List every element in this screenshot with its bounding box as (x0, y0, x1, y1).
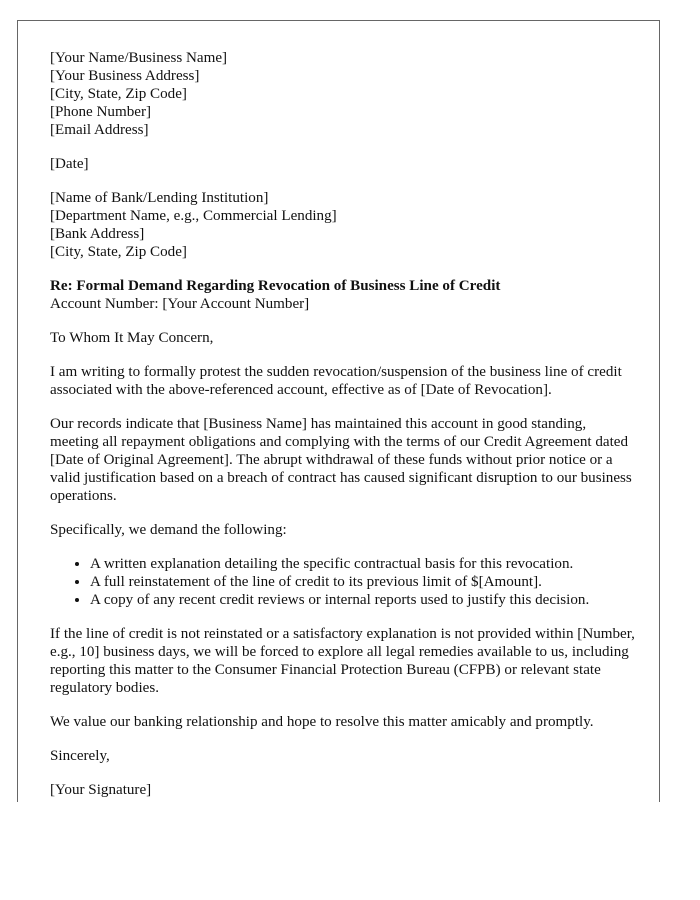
paragraph-relationship: We value our banking relationship and hope to resolve this matter amicably and promptly. (50, 714, 594, 730)
signature: [Your Signature] (50, 782, 152, 798)
recipient-city: [City, State, Zip Code] (50, 244, 187, 260)
sender-name: [Your Name/Business Name] (50, 50, 228, 66)
paragraph-remedies: If the line of credit is not reinstated or a satisfactory explanation is not provided within [Number, e.g., 10] business days, we will be forced to explore all legal remedies available to us, including reporting this matter to the Consumer Financial Protection Bureau (CFPB) or relevant state regulatory bodies. (50, 626, 635, 696)
subject-block (50, 277, 635, 313)
paragraph-demands-intro: Specifically, we demand the following: (50, 522, 287, 538)
sender-block (50, 49, 635, 139)
paragraph-protest: I am writing to formally protest the sudden revocation/suspension of the business line of credit associated with the above-referenced account, effective as of [Date of Revocation]. (50, 364, 622, 398)
sender-email: [Email Address] (50, 122, 149, 138)
sender-phone: [Phone Number] (50, 104, 152, 120)
recipient-department: [Department Name, e.g., Commercial Lending] (50, 208, 337, 224)
subject-line: Re: Formal Demand Regarding Revocation of Business Line of Credit (50, 278, 501, 294)
list-item: • A copy of any recent credit reviews or internal reports used to justify this decision. (90, 591, 635, 609)
recipient-address: [Bank Address] (50, 226, 145, 242)
account-number: Account Number: [Your Account Number] (50, 296, 310, 312)
list-item: • A full reinstatement of the line of credit to its previous limit of $[Amount]. (90, 573, 635, 591)
sender-address: [Your Business Address] (50, 68, 200, 84)
list-item: • A written explanation detailing the specific contractual basis for this revocation. (90, 555, 635, 573)
letter-body (50, 49, 635, 815)
demands-list (50, 555, 635, 609)
closing: Sincerely, (50, 748, 110, 764)
letter-page (17, 20, 660, 802)
salutation: To Whom It May Concern, (50, 330, 214, 346)
date-block (50, 155, 635, 173)
recipient-block (50, 189, 635, 261)
sender-city: [City, State, Zip Code] (50, 86, 187, 102)
letter-date: [Date] (50, 156, 89, 172)
recipient-bank: [Name of Bank/Lending Institution] (50, 190, 269, 206)
paragraph-records: Our records indicate that [Business Name] has maintained this account in good standing, meeting all repayment obligations and complying with the terms of our Credit Agreement dated [Date of Original Agreement]. The abrupt withdrawal of these funds without prior notice or a valid justification based on a breach of contract has caused significant disruption to our business operations. (50, 416, 632, 504)
